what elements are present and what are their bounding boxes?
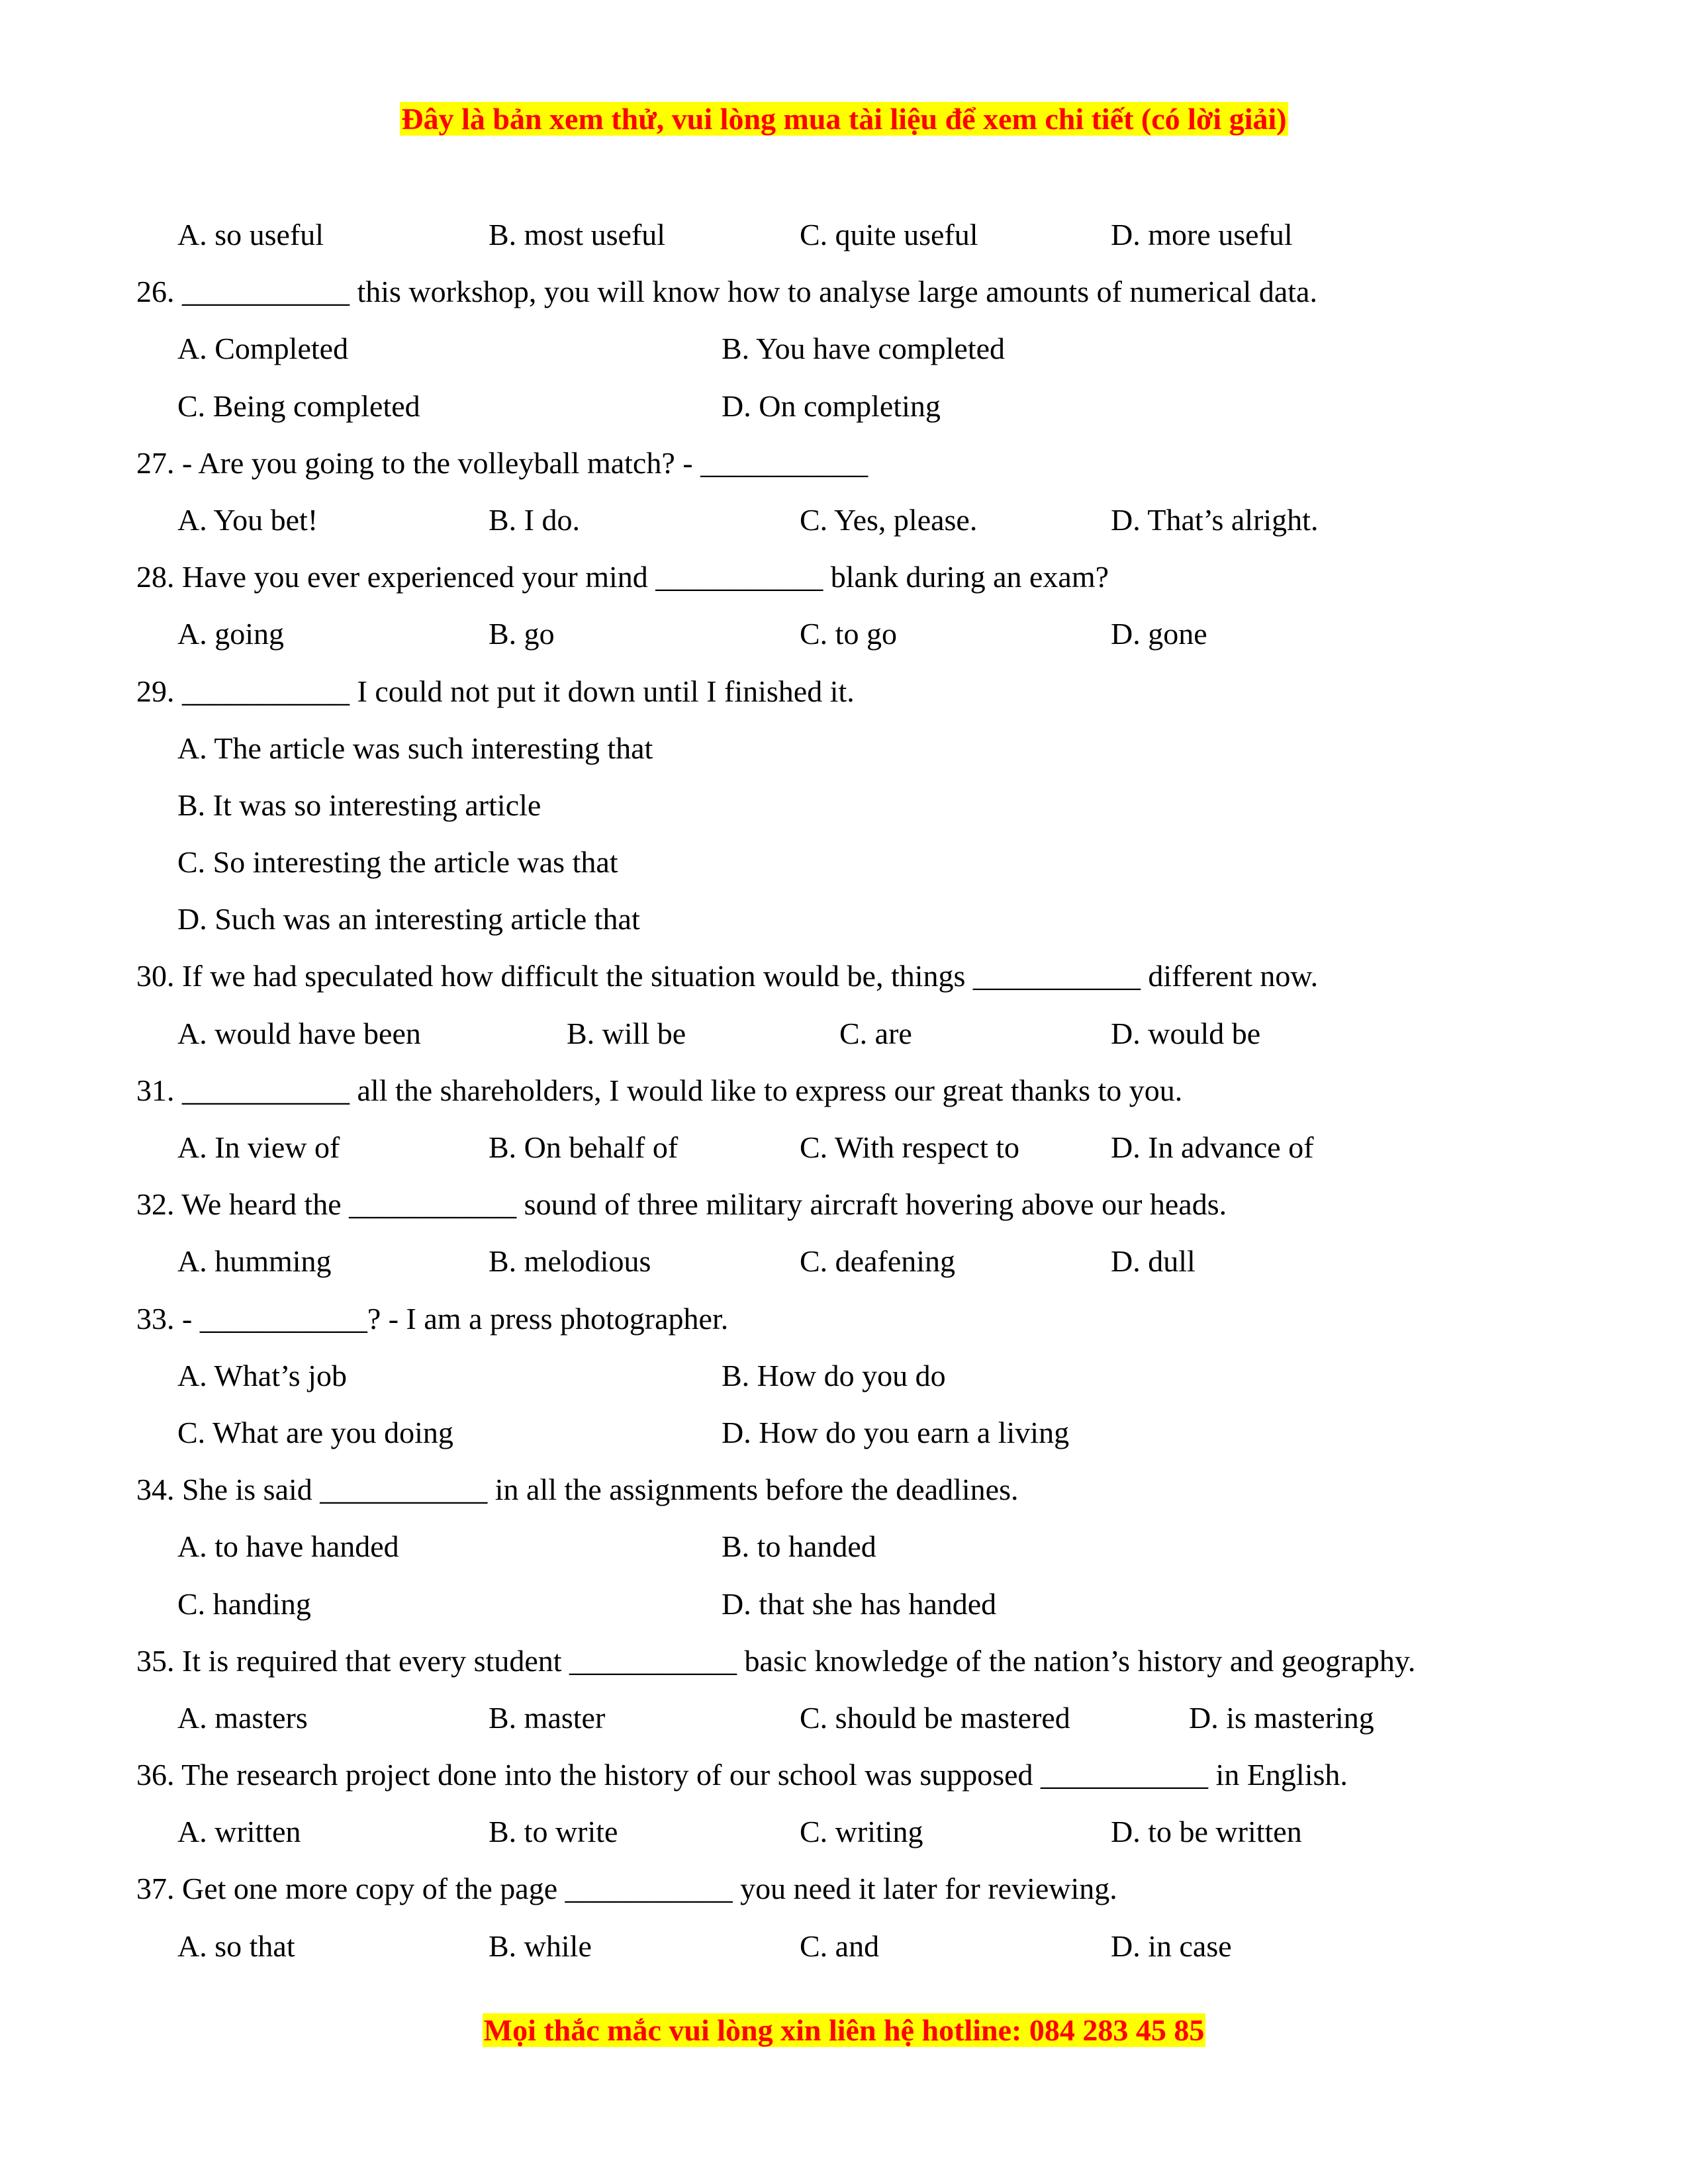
option-c[interactable]: C. Yes, please. bbox=[800, 502, 978, 537]
option-a[interactable]: A. to have handed bbox=[177, 1529, 399, 1564]
option-b[interactable]: B. You have completed bbox=[722, 332, 1006, 366]
option-a[interactable]: A. What’s job bbox=[177, 1358, 347, 1392]
question-28-options bbox=[136, 606, 1593, 662]
option-c[interactable]: C. quite useful bbox=[800, 218, 978, 251]
question-37-options bbox=[136, 1918, 1593, 1975]
question-30-options bbox=[136, 1005, 1593, 1062]
question-26-options-row-2 bbox=[136, 378, 1593, 435]
question-28-stem: 28. Have you ever experienced your mind ___________ blank during an exam? bbox=[136, 560, 1109, 594]
option-c[interactable]: C. are bbox=[839, 1016, 912, 1050]
option-a[interactable]: A. going bbox=[177, 617, 284, 651]
option-d[interactable]: D. gone bbox=[1111, 617, 1207, 651]
option-d[interactable]: D. to be written bbox=[1111, 1815, 1302, 1849]
question-27-stem: 27. - Are you going to the volleyball match? - ___________ bbox=[136, 445, 868, 480]
question-29-option-b-row bbox=[136, 777, 1593, 834]
question-33-stem: 33. - ___________? - I am a press photographer. bbox=[136, 1301, 729, 1336]
question-36-stem: 36. The research project done into the history of our school was supposed ___________ in English. bbox=[136, 1758, 1348, 1792]
option-b[interactable]: B. most useful bbox=[489, 218, 666, 251]
option-b[interactable]: B. On behalf of bbox=[489, 1130, 679, 1164]
option-d[interactable]: D. That’s alright. bbox=[1111, 502, 1319, 537]
option-b[interactable]: B. to handed bbox=[722, 1529, 876, 1564]
option-c[interactable]: C. Being completed bbox=[177, 388, 420, 423]
hotline-notice-banner bbox=[0, 2012, 1688, 2049]
question-29-option-c-row bbox=[136, 834, 1593, 891]
option-b[interactable]: B. I do. bbox=[489, 502, 580, 537]
question-30-stem: 30. If we had speculated how difficult the situation would be, things ___________ different now. bbox=[136, 959, 1319, 993]
question-32-stem: 32. We heard the ___________ sound of three military aircraft hovering above our heads. bbox=[136, 1187, 1227, 1222]
option-a[interactable]: A. written bbox=[177, 1815, 301, 1849]
question-25-options bbox=[136, 206, 1593, 263]
option-d[interactable]: D. On completing bbox=[722, 388, 941, 423]
question-29-stem: 29. ___________ I could not put it down until I finished it. bbox=[136, 674, 855, 708]
question-31-stem: 31. ___________ all the shareholders, I would like to express our great thanks to you. bbox=[136, 1073, 1183, 1107]
option-d[interactable]: D. is mastering bbox=[1189, 1700, 1374, 1735]
question-35-options bbox=[136, 1690, 1593, 1747]
option-d[interactable]: D. Such was an interesting article that bbox=[177, 902, 640, 936]
option-d[interactable]: D. How do you earn a living bbox=[722, 1415, 1070, 1449]
option-c[interactable]: C. writing bbox=[800, 1815, 923, 1849]
question-34-options-row-1 bbox=[136, 1518, 1593, 1575]
option-b[interactable]: B. It was so interesting article bbox=[177, 788, 541, 822]
option-c[interactable]: C. With respect to bbox=[800, 1130, 1020, 1164]
hotline-notice-text: Mọi thắc mắc vui lòng xin liên hệ hotline: 084 283 45 85 bbox=[483, 2013, 1205, 2047]
option-a[interactable]: A. The article was such interesting that bbox=[177, 731, 653, 765]
option-d[interactable]: D. dull bbox=[1111, 1244, 1196, 1279]
question-33-options-row-1 bbox=[136, 1347, 1593, 1404]
option-d[interactable]: D. would be bbox=[1111, 1016, 1261, 1050]
option-d[interactable]: D. that she has handed bbox=[722, 1586, 997, 1621]
question-33-options-row-2 bbox=[136, 1404, 1593, 1461]
question-27-options bbox=[136, 492, 1593, 549]
question-34-options-row-2 bbox=[136, 1576, 1593, 1633]
option-c[interactable]: C. and bbox=[800, 1929, 880, 1963]
question-34-stem: 34. She is said ___________ in all the assignments before the deadlines. bbox=[136, 1473, 1019, 1507]
option-c[interactable]: C. handing bbox=[177, 1586, 311, 1621]
option-a[interactable]: A. so useful bbox=[177, 218, 324, 251]
option-c[interactable]: C. What are you doing bbox=[177, 1415, 453, 1449]
option-b[interactable]: B. melodious bbox=[489, 1244, 651, 1279]
question-list bbox=[136, 206, 1593, 1975]
preview-notice-banner bbox=[0, 101, 1688, 138]
option-d[interactable]: D. more useful bbox=[1111, 218, 1293, 251]
option-b[interactable]: B. to write bbox=[489, 1815, 618, 1849]
option-c[interactable]: C. So interesting the article was that bbox=[177, 845, 618, 880]
option-b[interactable]: B. while bbox=[489, 1929, 592, 1963]
option-a[interactable]: A. In view of bbox=[177, 1130, 340, 1164]
option-b[interactable]: B. will be bbox=[567, 1016, 686, 1050]
option-a[interactable]: A. masters bbox=[177, 1700, 308, 1735]
question-31-options bbox=[136, 1119, 1593, 1176]
question-37-stem: 37. Get one more copy of the page ___________ you need it later for reviewing. bbox=[136, 1872, 1117, 1906]
question-32-options bbox=[136, 1233, 1593, 1290]
option-d[interactable]: D. in case bbox=[1111, 1929, 1232, 1963]
question-26-stem: 26. ___________ this workshop, you will know how to analyse large amounts of numerical data. bbox=[136, 275, 1317, 309]
option-c[interactable]: C. should be mastered bbox=[800, 1700, 1070, 1735]
question-29-option-a-row bbox=[136, 720, 1593, 777]
question-35-stem: 35. It is required that every student ___________ basic knowledge of the nation’s history and geography. bbox=[136, 1643, 1416, 1678]
option-a[interactable]: A. Completed bbox=[177, 332, 349, 366]
option-c[interactable]: C. to go bbox=[800, 617, 897, 651]
option-a[interactable]: A. humming bbox=[177, 1244, 332, 1279]
option-a[interactable]: A. so that bbox=[177, 1929, 295, 1963]
preview-notice-text: Đây là bản xem thử, vui lòng mua tài liệu để xem chi tiết (có lời giải) bbox=[401, 102, 1287, 136]
option-d[interactable]: D. In advance of bbox=[1111, 1130, 1314, 1164]
option-b[interactable]: B. master bbox=[489, 1700, 606, 1735]
question-36-options bbox=[136, 1803, 1593, 1860]
option-a[interactable]: A. You bet! bbox=[177, 502, 318, 537]
question-29-option-d-row bbox=[136, 891, 1593, 948]
option-b[interactable]: B. How do you do bbox=[722, 1358, 946, 1392]
option-c[interactable]: C. deafening bbox=[800, 1244, 956, 1279]
question-26-options-row-1 bbox=[136, 320, 1593, 377]
option-b[interactable]: B. go bbox=[489, 617, 555, 651]
option-a[interactable]: A. would have been bbox=[177, 1016, 421, 1050]
